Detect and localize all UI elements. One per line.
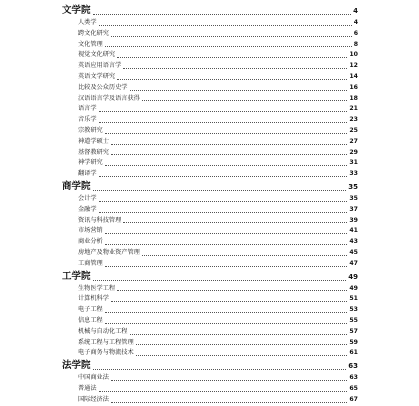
dot-leader xyxy=(136,343,348,345)
page-number: 6 xyxy=(353,29,358,37)
toc-entry[interactable] xyxy=(62,216,358,227)
toc-entry[interactable] xyxy=(62,338,358,349)
entry-label: 神道学硕士 xyxy=(78,137,109,145)
dot-leader xyxy=(99,390,348,392)
page-number: 18 xyxy=(349,94,358,102)
page-number: 29 xyxy=(349,148,358,156)
toc-entry[interactable] xyxy=(62,169,358,180)
entry-label: 信息工程 xyxy=(78,316,103,324)
section-title: 工学院 xyxy=(62,270,91,282)
dot-leader xyxy=(130,333,348,335)
page-number: 16 xyxy=(349,83,358,91)
page-number: 67 xyxy=(349,395,358,403)
toc-entry[interactable] xyxy=(62,61,358,72)
entry-label: 电子工程 xyxy=(78,306,103,314)
toc-entry[interactable] xyxy=(62,226,358,237)
section-title: 商学院 xyxy=(62,180,91,192)
page-number: 23 xyxy=(349,116,358,124)
dot-leader xyxy=(111,153,347,155)
toc-entry[interactable] xyxy=(62,50,358,61)
entry-label: 英语文学研究 xyxy=(78,72,116,80)
dot-leader xyxy=(105,243,348,245)
dot-leader xyxy=(117,56,347,58)
dot-leader xyxy=(111,379,347,381)
page-number: 41 xyxy=(349,227,358,235)
page-number: 21 xyxy=(349,105,358,113)
page-number: 47 xyxy=(349,259,358,267)
toc-entry[interactable] xyxy=(62,373,358,384)
page-number: 63 xyxy=(348,362,358,371)
page-number: 10 xyxy=(349,51,358,59)
toc-entry[interactable] xyxy=(62,115,358,126)
entry-label: 商业分析 xyxy=(78,238,103,246)
toc-entry[interactable] xyxy=(62,72,358,83)
page-number: 35 xyxy=(348,182,358,191)
entry-label: 资讯与科技管理 xyxy=(78,216,122,224)
toc-entry[interactable] xyxy=(62,316,358,327)
page-number: 27 xyxy=(349,137,358,145)
dot-leader xyxy=(99,200,348,202)
entry-label: 金融学 xyxy=(78,205,97,213)
dot-leader xyxy=(99,24,352,26)
page-number: 4 xyxy=(353,7,358,15)
toc-section-heading[interactable] xyxy=(62,270,358,284)
page-number: 4 xyxy=(353,19,358,26)
page-number: 37 xyxy=(349,205,358,213)
entry-label: 市场营销 xyxy=(78,227,103,235)
entry-label: 比较及公众历史学 xyxy=(78,83,128,91)
toc-entry[interactable] xyxy=(62,104,358,115)
entry-label: 工商管理 xyxy=(78,259,103,267)
entry-label: 跨文化研究 xyxy=(78,29,109,37)
dot-leader xyxy=(111,143,347,145)
entry-label: 普通法 xyxy=(78,384,97,392)
dot-leader xyxy=(142,254,348,256)
entry-label: 机械与自动化工程 xyxy=(78,327,128,335)
page-number: 55 xyxy=(349,316,358,324)
entry-label: 电子商务与物流技术 xyxy=(78,349,134,357)
page-number: 12 xyxy=(349,62,358,70)
toc-entry[interactable] xyxy=(62,294,358,305)
dot-leader xyxy=(99,175,348,177)
entry-label: 宗教研究 xyxy=(78,126,103,134)
entry-label: 文化管理 xyxy=(78,40,103,48)
toc-section-heading[interactable] xyxy=(62,4,358,18)
page-number: 43 xyxy=(349,238,358,246)
dot-leader xyxy=(105,132,348,134)
toc-entry[interactable] xyxy=(62,94,358,105)
dot-leader xyxy=(93,189,347,191)
entry-label: 计算机科学 xyxy=(78,295,109,303)
dot-leader xyxy=(105,322,348,324)
dot-leader xyxy=(105,164,348,166)
page-number: 25 xyxy=(349,126,358,134)
dot-leader xyxy=(123,67,347,69)
table-of-contents xyxy=(62,4,358,406)
dot-leader xyxy=(142,99,348,101)
toc-entry[interactable] xyxy=(62,305,358,316)
entry-label: 人类学 xyxy=(78,19,97,26)
entry-label: 系统工程与工程管理 xyxy=(78,338,134,346)
page-number: 59 xyxy=(349,338,358,346)
dot-leader xyxy=(136,354,348,356)
dot-leader xyxy=(105,232,348,234)
toc-entry[interactable] xyxy=(62,137,358,148)
toc-entry[interactable] xyxy=(62,384,358,395)
page-number: 8 xyxy=(353,40,358,48)
toc-entry[interactable] xyxy=(62,395,358,406)
toc-entry[interactable] xyxy=(62,327,358,338)
entry-label: 中国商业法 xyxy=(78,374,109,382)
entry-label: 国际经济法 xyxy=(78,395,109,403)
entry-label: 英语应用语言学 xyxy=(78,62,122,70)
toc-entry[interactable] xyxy=(62,40,358,51)
section-title: 文学院 xyxy=(62,5,91,16)
toc-entry[interactable] xyxy=(62,18,358,29)
dot-leader xyxy=(111,401,347,403)
dot-leader xyxy=(123,221,347,223)
toc-entry[interactable] xyxy=(62,205,358,216)
toc-section-heading[interactable] xyxy=(62,180,358,194)
page-number: 31 xyxy=(349,159,358,167)
toc-entry[interactable] xyxy=(62,83,358,94)
toc-entry[interactable] xyxy=(62,29,358,40)
toc-entry[interactable] xyxy=(62,248,358,259)
page-number: 63 xyxy=(349,374,358,382)
page-number: 51 xyxy=(349,295,358,303)
entry-label: 汉语语言学及语言获得 xyxy=(78,94,140,102)
page-number: 39 xyxy=(349,216,358,224)
dot-leader xyxy=(105,265,348,267)
dot-leader xyxy=(117,78,347,80)
dot-leader xyxy=(99,121,348,123)
page-number: 45 xyxy=(349,248,358,256)
dot-leader xyxy=(93,368,347,370)
dot-leader xyxy=(111,300,347,302)
toc-entry[interactable] xyxy=(62,348,358,359)
dot-leader xyxy=(93,279,347,281)
entry-label: 语言学 xyxy=(78,105,97,113)
page-number: 49 xyxy=(348,272,358,281)
page-number: 61 xyxy=(349,349,358,357)
toc-entry[interactable] xyxy=(62,194,358,205)
dot-leader xyxy=(99,110,348,112)
entry-label: 神学研究 xyxy=(78,159,103,167)
toc-entry[interactable] xyxy=(62,126,358,137)
toc-entry[interactable] xyxy=(62,158,358,169)
toc-entry[interactable] xyxy=(62,237,358,248)
dot-leader xyxy=(117,289,347,291)
entry-label: 视觉文化研究 xyxy=(78,51,116,59)
entry-label: 生物医学工程 xyxy=(78,284,116,292)
page-number: 49 xyxy=(349,284,358,292)
dot-leader xyxy=(105,45,352,47)
page-number: 35 xyxy=(349,194,358,202)
page-number: 65 xyxy=(349,384,358,392)
dot-leader xyxy=(105,311,348,313)
dot-leader xyxy=(99,211,348,213)
toc-section-heading[interactable] xyxy=(62,359,358,373)
toc-entry[interactable] xyxy=(62,284,358,295)
dot-leader xyxy=(130,89,348,91)
dot-leader xyxy=(93,13,352,15)
toc-entry[interactable] xyxy=(62,259,358,270)
entry-label: 音乐学 xyxy=(78,116,97,124)
page-number: 33 xyxy=(349,170,358,178)
section-title: 法学院 xyxy=(62,360,91,372)
entry-label: 翻译学 xyxy=(78,170,97,178)
entry-label: 房地产及物业资产管理 xyxy=(78,248,140,256)
page-number: 14 xyxy=(349,72,358,80)
entry-label: 基督教研究 xyxy=(78,148,109,156)
entry-label: 会计学 xyxy=(78,194,97,202)
toc-entry[interactable] xyxy=(62,148,358,159)
page-number: 57 xyxy=(349,327,358,335)
dot-leader xyxy=(111,35,352,37)
page-number: 53 xyxy=(349,306,358,314)
